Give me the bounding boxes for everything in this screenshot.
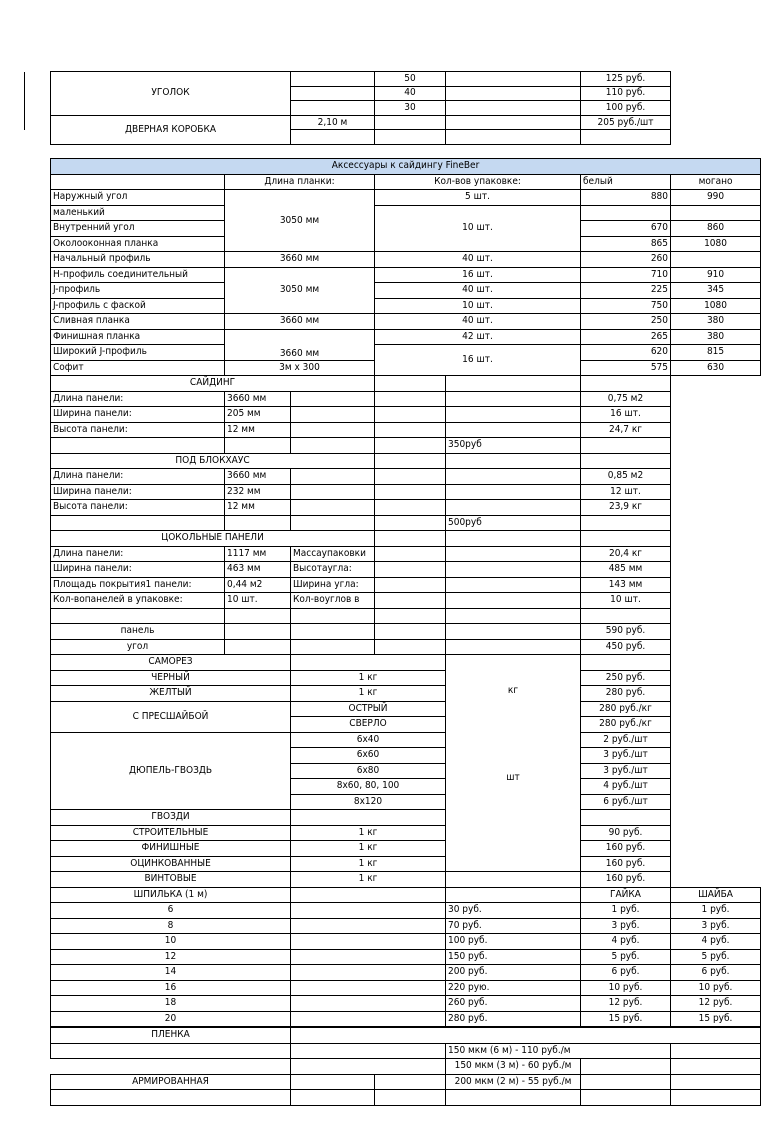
acc-name: маленький <box>51 205 225 221</box>
nails-title: ГВОЗДИ <box>51 810 291 826</box>
nail-label: ОЦИНКОВАННЫЕ <box>51 856 291 872</box>
table-row <box>51 422 761 438</box>
acc-white: 225 <box>581 283 671 299</box>
acc-length: 3660 мм <box>225 252 375 268</box>
stud-nut: 1 руб. <box>581 903 671 919</box>
table-row <box>51 546 761 562</box>
table-row <box>51 407 761 423</box>
siding-right: 24,7 кг <box>581 422 671 438</box>
studs-nut-header: ГАЙКА <box>581 887 671 903</box>
socle-label: Площадь покрытия1 панели: <box>51 577 225 593</box>
acc-pack: 5 шт. <box>375 190 581 206</box>
blockhouse-label: Длина панели: <box>51 469 225 485</box>
screw-yellow-label: ЖЕЛТЫЙ <box>51 686 291 702</box>
acc-pack: 16 шт. <box>375 267 581 283</box>
stud-nut: 3 руб. <box>581 918 671 934</box>
socle-value: 10 шт. <box>225 593 291 609</box>
stud-nut: 12 руб. <box>581 996 671 1012</box>
film-option: 150 мкм (6 м) - 110 руб./м <box>446 1043 671 1059</box>
table-row <box>51 1011 761 1027</box>
table-row <box>51 918 761 934</box>
nail-label: ВИНТОВЫЕ <box>51 872 291 888</box>
acc-pack: 10 шт. <box>375 298 581 314</box>
door-label: ДВЕРНАЯ КОРОБКА <box>51 115 291 144</box>
acc-name: Наружный угол <box>51 190 225 206</box>
ugolok-price: 125 руб. <box>581 72 671 87</box>
table-row <box>51 686 761 702</box>
socle-right: 10 шт. <box>581 593 671 609</box>
acc-wood: 860 <box>671 221 761 237</box>
acc-name: J-профиль с фаской <box>51 298 225 314</box>
table-row <box>51 345 761 361</box>
acc-header-length: Длина планки: <box>225 174 375 190</box>
table-row <box>51 500 761 516</box>
table-row <box>51 438 761 454</box>
acc-length: 3050 мм <box>225 190 375 252</box>
section-title-row <box>51 376 761 392</box>
acc-name: J-профиль <box>51 283 225 299</box>
table-row <box>51 190 761 206</box>
socle-title: ЦОКОЛЬНЫЕ ПАНЕЛИ <box>51 531 375 547</box>
nail-price: 160 руб. <box>581 872 671 888</box>
screws-unit-pc: шт <box>506 772 520 783</box>
socle-corner-price: 450 руб. <box>581 639 671 655</box>
acc-white: 750 <box>581 298 671 314</box>
table-row <box>51 639 761 655</box>
siding-price: 350руб <box>446 438 581 454</box>
table-row <box>51 965 761 981</box>
acc-wood: 345 <box>671 283 761 299</box>
ugolok-label: УГОЛОК <box>51 72 291 116</box>
table-row <box>51 980 761 996</box>
acc-name: Начальный профиль <box>51 252 225 268</box>
acc-white: 265 <box>581 329 671 345</box>
acc-wood: 1080 <box>671 236 761 252</box>
siding-title: САЙДИНГ <box>51 376 375 392</box>
siding-label: Ширина панели: <box>51 407 225 423</box>
ugolok-price: 100 руб. <box>581 101 671 116</box>
blockhouse-price: 500руб <box>446 515 581 531</box>
acc-wood: 380 <box>671 329 761 345</box>
door-length: 2,10 м <box>291 115 375 130</box>
socle-panel-label: панель <box>51 624 225 640</box>
table-row <box>51 205 761 221</box>
ugolok-qty: 30 <box>375 101 446 116</box>
socle-label: Кол-вопанелей в упаковке: <box>51 593 225 609</box>
acc-wood: 1080 <box>671 298 761 314</box>
socle-mid: Ширина угла: <box>291 577 375 593</box>
blockhouse-value: 12 мм <box>225 500 291 516</box>
nail-price: 160 руб. <box>581 856 671 872</box>
blockhouse-value: 3660 мм <box>225 469 291 485</box>
socle-value: 0,44 м2 <box>225 577 291 593</box>
acc-header-white: белый <box>581 174 671 190</box>
acc-white: 670 <box>581 221 671 237</box>
socle-right: 143 мм <box>581 577 671 593</box>
acc-header-wood: могано <box>671 174 761 190</box>
dowel-price: 4 руб./шт <box>581 779 671 795</box>
table-row <box>51 732 761 748</box>
stud-washer: 1 руб. <box>671 903 761 919</box>
screws-unit-kg: кг <box>507 685 519 696</box>
table-row <box>51 252 761 268</box>
top-price-table <box>50 71 671 145</box>
acc-wood: 630 <box>671 360 761 376</box>
table-row <box>51 608 761 624</box>
stud-price: 220 рую. <box>446 980 581 996</box>
acc-white <box>581 205 671 221</box>
stud-size: 20 <box>51 1011 291 1027</box>
acc-name: Сливная планка <box>51 314 225 330</box>
acc-length: 3660 мм <box>225 314 375 330</box>
nail-price: 160 руб. <box>581 841 671 857</box>
stud-price: 100 руб. <box>446 934 581 950</box>
dowel-size: 6х60 <box>291 748 446 764</box>
table-row <box>51 701 761 717</box>
stud-size: 8 <box>51 918 291 934</box>
socle-value: 1117 мм <box>225 546 291 562</box>
stud-washer: 5 руб. <box>671 949 761 965</box>
acc-white: 865 <box>581 236 671 252</box>
dowel-price: 3 руб./шт <box>581 748 671 764</box>
blockhouse-label: Высота панели: <box>51 500 225 516</box>
door-price: 205 руб./шт <box>581 115 671 130</box>
siding-value: 205 мм <box>225 407 291 423</box>
siding-right: 16 шт. <box>581 407 671 423</box>
acc-wood: 380 <box>671 314 761 330</box>
table-row <box>51 115 671 130</box>
table-row <box>51 391 761 407</box>
stud-size: 14 <box>51 965 291 981</box>
screw-yellow-qty: 1 кг <box>291 686 446 702</box>
socle-value: 463 мм <box>225 562 291 578</box>
acc-length: 3050 мм <box>225 267 375 314</box>
section-title-row <box>51 453 761 469</box>
stud-washer: 4 руб. <box>671 934 761 950</box>
table-row <box>51 624 761 640</box>
acc-white: 710 <box>581 267 671 283</box>
acc-white: 260 <box>581 252 671 268</box>
nail-qty: 1 кг <box>291 856 446 872</box>
table-row <box>51 841 761 857</box>
studs-title: ШПИЛЬКА (1 м) <box>51 887 291 903</box>
screw-press-price: 280 руб./кг <box>581 701 671 717</box>
blockhouse-right: 12 шт. <box>581 484 671 500</box>
section-title-row <box>51 1027 761 1043</box>
dowel-price: 3 руб./шт <box>581 763 671 779</box>
stud-price: 260 руб. <box>446 996 581 1012</box>
ugolok-qty: 50 <box>375 72 446 87</box>
table-row <box>51 577 761 593</box>
dowel-size: 6х40 <box>291 732 446 748</box>
dowel-label: ДЮПЕЛЬ-ГВОЗДЬ <box>51 732 291 810</box>
socle-mid: Массаупаковки <box>291 546 375 562</box>
siding-label: Длина панели: <box>51 391 225 407</box>
blockhouse-right: 0,85 м2 <box>581 469 671 485</box>
section-title-row <box>51 887 761 903</box>
stud-nut: 10 руб. <box>581 980 671 996</box>
section-title-row <box>51 531 761 547</box>
stud-price: 200 руб. <box>446 965 581 981</box>
socle-label: Длина панели: <box>51 546 225 562</box>
stud-nut: 15 руб. <box>581 1011 671 1027</box>
socle-mid: Высотаугла: <box>291 562 375 578</box>
table-row <box>51 515 761 531</box>
stud-price: 70 руб. <box>446 918 581 934</box>
acc-name: Н-профиль соединительный <box>51 267 225 283</box>
siding-right: 0,75 м2 <box>581 391 671 407</box>
acc-wood <box>671 252 761 268</box>
socle-right: 485 мм <box>581 562 671 578</box>
acc-pack: 40 шт. <box>375 283 581 299</box>
acc-pack: 40 шт. <box>375 314 581 330</box>
stud-washer: 15 руб. <box>671 1011 761 1027</box>
table-row <box>51 903 761 919</box>
acc-title: Аксессуары к сайдингу FineBer <box>51 159 761 175</box>
acc-name: Внутренний угол <box>51 221 225 237</box>
table-row <box>51 469 761 485</box>
dowel-size: 8х60, 80, 100 <box>291 779 446 795</box>
screw-press-price: 280 руб./кг <box>581 717 671 733</box>
acc-pack: 40 шт. <box>375 252 581 268</box>
acc-white: 250 <box>581 314 671 330</box>
film-option: 150 мкм (3 м) - 60 руб./м <box>446 1059 581 1075</box>
acc-white: 620 <box>581 345 671 361</box>
acc-white: 575 <box>581 360 671 376</box>
socle-label: Ширина панели: <box>51 562 225 578</box>
dowel-price: 2 руб./шт <box>581 732 671 748</box>
table-row <box>51 314 761 330</box>
table-row <box>51 934 761 950</box>
nail-qty: 1 кг <box>291 825 446 841</box>
table-row <box>51 593 761 609</box>
acc-wood: 990 <box>671 190 761 206</box>
siding-value: 3660 мм <box>225 391 291 407</box>
table-row <box>51 1059 761 1075</box>
siding-label: Высота панели: <box>51 422 225 438</box>
stud-nut: 5 руб. <box>581 949 671 965</box>
screws-title: САМОРЕЗ <box>51 655 291 671</box>
stud-price: 280 руб. <box>446 1011 581 1027</box>
nail-qty: 1 кг <box>291 841 446 857</box>
socle-panel-price: 590 руб. <box>581 624 671 640</box>
stud-size: 18 <box>51 996 291 1012</box>
nail-price: 90 руб. <box>581 825 671 841</box>
acc-name: Финишная планка <box>51 329 225 345</box>
studs-washer-header: ШАЙБА <box>671 887 761 903</box>
socle-right: 20,4 кг <box>581 546 671 562</box>
blockhouse-title: ПОД БЛОКХАУС <box>51 453 375 469</box>
stud-washer: 10 руб. <box>671 980 761 996</box>
table-row <box>51 484 761 500</box>
film-title: ПЛЕНКА <box>51 1027 291 1043</box>
screw-black-price: 250 руб. <box>581 670 671 686</box>
stud-washer: 3 руб. <box>671 918 761 934</box>
acc-wood <box>671 205 761 221</box>
acc-wood: 910 <box>671 267 761 283</box>
stud-washer: 6 руб. <box>671 965 761 981</box>
stud-size: 10 <box>51 934 291 950</box>
main-price-table <box>50 158 761 1106</box>
table-row <box>51 856 761 872</box>
table-row <box>51 1043 761 1059</box>
section-title-row <box>51 810 761 826</box>
table-row <box>51 72 671 87</box>
table-row <box>51 329 761 345</box>
ugolok-qty: 40 <box>375 86 446 101</box>
screw-press-type: ОСТРЫЙ <box>291 701 446 717</box>
acc-white: 880 <box>581 190 671 206</box>
siding-value: 12 мм <box>225 422 291 438</box>
acc-header-pack: Кол-вов упаковке: <box>375 174 581 190</box>
screw-press-type: СВЕРЛО <box>291 717 446 733</box>
table-row <box>51 1074 761 1090</box>
nail-qty: 1 кг <box>291 872 446 888</box>
table-row <box>51 825 761 841</box>
table-row <box>51 298 761 314</box>
screw-black-qty: 1 кг <box>291 670 446 686</box>
stud-nut: 4 руб. <box>581 934 671 950</box>
acc-name: Широкий J-профиль <box>51 345 225 361</box>
blockhouse-value: 232 мм <box>225 484 291 500</box>
blockhouse-label: Ширина панели: <box>51 484 225 500</box>
acc-name: Софит <box>51 360 225 376</box>
dowel-size: 8х120 <box>291 794 446 810</box>
stud-nut: 6 руб. <box>581 965 671 981</box>
screw-black-label: ЧЕРНЫЙ <box>51 670 291 686</box>
stud-size: 16 <box>51 980 291 996</box>
acc-pack: 10 шт. <box>375 205 581 252</box>
acc-title-row <box>51 159 761 175</box>
stud-size: 12 <box>51 949 291 965</box>
socle-corner-label: угол <box>51 639 225 655</box>
acc-pack: 42 шт. <box>375 329 581 345</box>
table-row <box>51 872 761 888</box>
acc-length: 3м х 300 <box>225 360 375 376</box>
table-row <box>51 562 761 578</box>
section-title-row <box>51 655 761 671</box>
stud-size: 6 <box>51 903 291 919</box>
left-margin-line <box>24 72 25 130</box>
acc-length: 3660 мм <box>225 329 375 360</box>
blockhouse-right: 23,9 кг <box>581 500 671 516</box>
acc-pack: 16 шт. <box>375 345 581 376</box>
stud-washer: 12 руб. <box>671 996 761 1012</box>
table-row <box>51 670 761 686</box>
table-row <box>51 1090 761 1106</box>
screw-press-label: С ПРЕСШАЙБОЙ <box>51 701 291 732</box>
ugolok-price: 110 руб. <box>581 86 671 101</box>
nail-label: СТРОИТЕЛЬНЫЕ <box>51 825 291 841</box>
stud-price: 30 руб. <box>446 903 581 919</box>
table-row <box>51 996 761 1012</box>
table-row <box>51 283 761 299</box>
socle-mid: Кол-воуглов в <box>291 593 375 609</box>
dowel-price: 6 руб./шт <box>581 794 671 810</box>
table-row <box>51 949 761 965</box>
film-armored: АРМИРОВАННАЯ <box>51 1074 291 1090</box>
acc-name: Околооконная планка <box>51 236 225 252</box>
acc-header-row <box>51 174 761 190</box>
film-option: 200 мкм (2 м) - 55 руб./м <box>446 1074 581 1090</box>
nail-label: ФИНИШНЫЕ <box>51 841 291 857</box>
dowel-size: 6х80 <box>291 763 446 779</box>
stud-price: 150 руб. <box>446 949 581 965</box>
acc-wood: 815 <box>671 345 761 361</box>
table-row <box>51 267 761 283</box>
screw-yellow-price: 280 руб. <box>581 686 671 702</box>
